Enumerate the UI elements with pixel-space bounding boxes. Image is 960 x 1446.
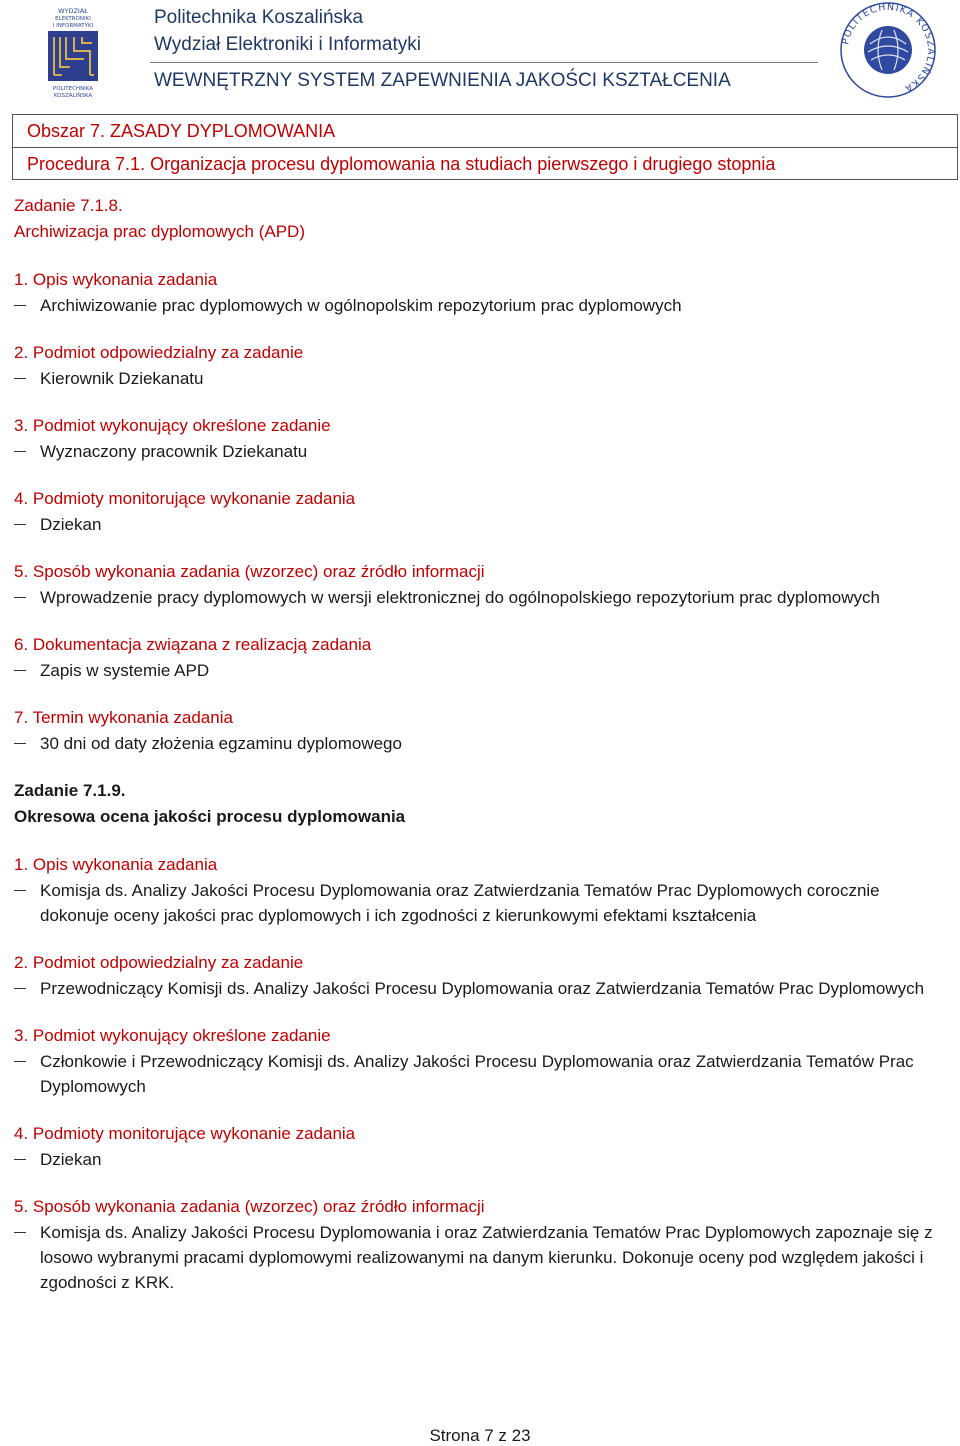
section-heading: 5. Sposób wykonania zadania (wzorzec) oraz źródło informacji xyxy=(14,562,485,581)
section-item-text: Dziekan xyxy=(40,515,102,534)
section-heading: 2. Podmiot odpowiedzialny za zadanie xyxy=(14,343,304,362)
section-heading: 5. Sposób wykonania zadania (wzorzec) oraz źródło informacji xyxy=(14,1197,485,1216)
procedure-title: Procedura 7.1. Organizacja procesu dyplomowania na studiach pierwszego i drugiego stopnia xyxy=(27,154,776,174)
section-item xyxy=(14,512,946,537)
faculty-logo-text-1: WYDZIAŁ xyxy=(58,7,88,15)
dash-icon xyxy=(14,378,26,379)
dash-icon xyxy=(14,988,26,989)
dash-icon xyxy=(14,670,26,671)
task-7-1-9 xyxy=(14,778,946,1295)
section-item-text: Komisja ds. Analizy Jakości Procesu Dyplomowania oraz Zatwierdzania Tematów Prac Dyplomowych corocznie dokonuje oceny jakości prac dyplomowych i ich zgodności z kierunkowymi efektami kształcenia xyxy=(40,881,880,925)
task1-section-4 xyxy=(14,486,946,537)
section-item xyxy=(14,585,946,610)
document-body xyxy=(14,193,946,1295)
section-heading: 2. Podmiot odpowiedzialny za zadanie xyxy=(14,953,304,972)
task1-section-2 xyxy=(14,340,946,391)
area-procedure-box xyxy=(12,114,958,180)
section-item-text: Zapis w systemie APD xyxy=(40,661,210,680)
dash-icon xyxy=(14,451,26,452)
section-item-text: Dziekan xyxy=(40,1150,102,1169)
system-name: WEWNĘTRZNY SYSTEM ZAPEWNIENIA JAKOŚCI KSZTAŁCENIA xyxy=(154,70,731,91)
section-item xyxy=(14,976,946,1001)
task2-section-3 xyxy=(14,1023,946,1099)
task1-section-3 xyxy=(14,413,946,464)
section-item-text: Wyznaczony pracownik Dziekanatu xyxy=(40,442,308,461)
task2-section-5 xyxy=(14,1194,946,1295)
task1-section-1 xyxy=(14,267,946,318)
section-heading: 6. Dokumentacja związana z realizacją zadania xyxy=(14,635,372,654)
faculty-logo-icon xyxy=(40,4,106,100)
section-item-text: Archiwizowanie prac dyplomowych w ogólnopolskim repozytorium prac dyplomowych xyxy=(40,296,682,315)
dash-icon xyxy=(14,1061,26,1062)
seal-text: POLITECHNIKA KOSZALIŃSKA xyxy=(840,1,937,95)
faculty-name: Wydział Elektroniki i Informatyki xyxy=(154,34,421,55)
section-item xyxy=(14,439,946,464)
section-item-text: Komisja ds. Analizy Jakości Procesu Dyplomowania i oraz Zatwierdzania Tematów Prac Dyplomowych zapoznaje się z losowo wybranymi pracami dyplomowymi realizowanymi na danym kierunku. Dokonuje oceny pod względem jakości i zgodności z KRK. xyxy=(40,1223,933,1292)
dash-icon xyxy=(14,524,26,525)
task-7-1-8 xyxy=(14,193,946,756)
header-divider xyxy=(150,62,818,63)
section-item xyxy=(14,878,946,928)
faculty-logo-text-2: ELEKTRONIKI xyxy=(55,16,91,22)
dash-icon xyxy=(14,597,26,598)
section-item-text: Przewodniczący Komisji ds. Analizy Jakości Procesu Dyplomowania oraz Zatwierdzania Tematów Prac Dyplomowych xyxy=(40,979,925,998)
dash-icon xyxy=(14,743,26,744)
section-heading: 1. Opis wykonania zadania xyxy=(14,855,218,874)
section-heading: 4. Podmioty monitorujące wykonanie zadania xyxy=(14,1124,356,1143)
dash-icon xyxy=(14,1232,26,1233)
faculty-logo-text-3: I INFORMATYKI xyxy=(52,23,94,29)
task-title: Okresowa ocena jakości procesu dyplomowania xyxy=(14,807,406,826)
task1-section-5 xyxy=(14,559,946,610)
section-item xyxy=(14,1220,946,1295)
university-name: Politechnika Koszalińska xyxy=(154,7,364,28)
section-heading: 3. Podmiot wykonujący określone zadanie xyxy=(14,416,331,435)
task1-section-7 xyxy=(14,705,946,756)
section-item-text: Członkowie i Przewodniczący Komisji ds. Analizy Jakości Procesu Dyplomowania oraz Zatwierdzania Tematów Prac Dyplomowych xyxy=(40,1052,914,1096)
section-heading: 4. Podmioty monitorujące wykonanie zadania xyxy=(14,489,356,508)
dash-icon xyxy=(14,890,26,891)
section-item xyxy=(14,1147,946,1172)
university-seal-icon xyxy=(838,0,938,100)
task-number: Zadanie 7.1.9. xyxy=(14,781,126,800)
area-title: Obszar 7. ZASADY DYPLOMOWANIA xyxy=(27,121,336,141)
section-item-text: 30 dni od daty złożenia egzaminu dyplomowego xyxy=(40,734,402,753)
faculty-logo-text-4: POLITECHNIKA xyxy=(52,86,94,92)
task-number: Zadanie 7.1.8. xyxy=(14,196,123,215)
task-title: Archiwizacja prac dyplomowych (APD) xyxy=(14,222,305,241)
task1-section-6 xyxy=(14,632,946,683)
page-number: Strona 7 z 23 xyxy=(429,1426,531,1445)
page-header xyxy=(0,0,960,112)
section-heading: 1. Opis wykonania zadania xyxy=(14,270,218,289)
dash-icon xyxy=(14,1159,26,1160)
task2-section-1 xyxy=(14,852,946,928)
section-item xyxy=(14,293,946,318)
section-item xyxy=(14,658,946,683)
section-item xyxy=(14,731,946,756)
task2-section-4 xyxy=(14,1121,946,1172)
section-item-text: Wprowadzenie pracy dyplomowych w wersji elektronicznej do ogólnopolskiego repozytorium prac dyplomowych xyxy=(40,588,880,607)
task2-section-2 xyxy=(14,950,946,1001)
section-item-text: Kierownik Dziekanatu xyxy=(40,369,204,388)
section-item xyxy=(14,366,946,391)
section-heading: 7. Termin wykonania zadania xyxy=(14,708,233,727)
faculty-logo-text-5: KOSZALIŃSKA xyxy=(53,93,93,99)
section-item xyxy=(14,1049,946,1099)
section-heading: 3. Podmiot wykonujący określone zadanie xyxy=(14,1026,331,1045)
dash-icon xyxy=(14,305,26,306)
